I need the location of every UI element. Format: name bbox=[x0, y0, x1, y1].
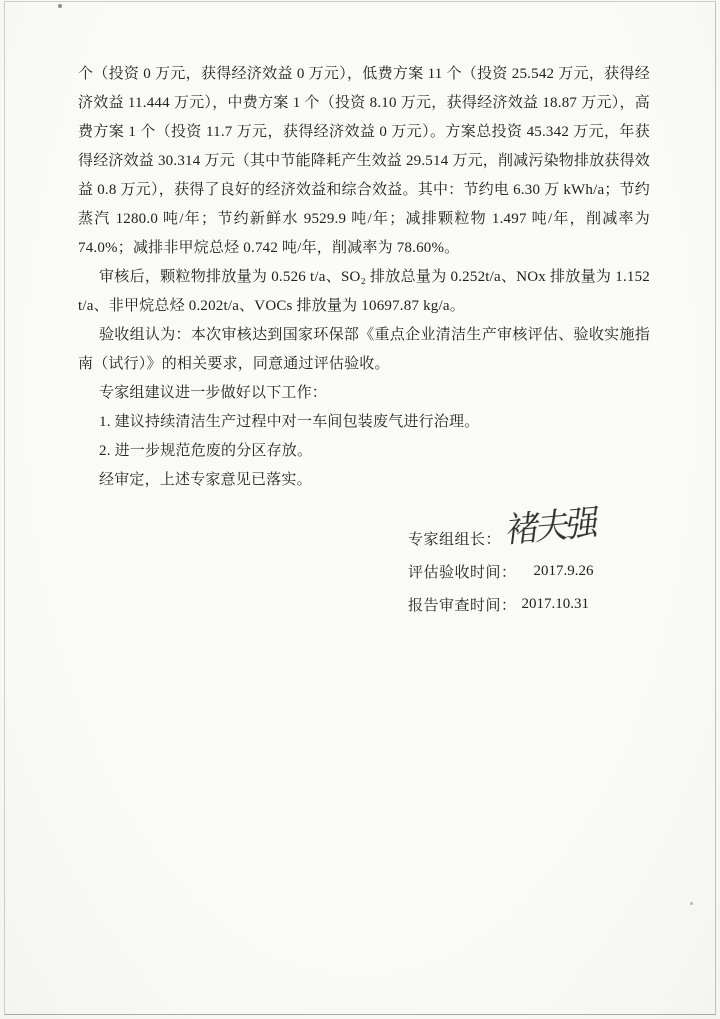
report-review-date-row bbox=[408, 588, 678, 621]
paragraph-expert-suggestions-intro: 专家组建议进一步做好以下工作： bbox=[99, 385, 328, 401]
expert-group-leader-label: 专家组组长： bbox=[408, 532, 502, 548]
assessment-acceptance-date-value: 2017.9.26 bbox=[533, 563, 594, 579]
leader-signature-handwriting: 褚夫强 bbox=[504, 504, 599, 551]
document-body bbox=[78, 60, 650, 495]
report-review-date-label: 报告审查时间： bbox=[408, 598, 517, 614]
paragraph-suggestion-1: 1. 建议持续清洁生产过程中对一车间包装废气进行治理。 bbox=[99, 414, 480, 430]
assessment-acceptance-date-row bbox=[408, 555, 678, 588]
report-review-date-value: 2017.10.31 bbox=[521, 596, 590, 612]
paragraph-suggestion-2: 2. 进一步规范危废的分区存放。 bbox=[99, 443, 313, 459]
paragraph-post-audit-emissions: 审核后，颗粒物排放量为 0.526 t/a、SO₂ 排放总量为 0.252t/a、NOx 排放量为 1.152 t/a、非甲烷总烃 0.202t/a、VOCs 排放量为 10697.87 kg/a。 bbox=[78, 269, 650, 314]
leader-signature-row bbox=[408, 504, 678, 555]
scan-speck bbox=[58, 4, 62, 8]
paragraph-acceptance-conclusion: 验收组认为：本次审核达到国家环保部《重点企业清洁生产审核评估、验收实施指南（试行）》的相关要求，同意通过评估验收。 bbox=[78, 327, 650, 372]
scan-speck bbox=[690, 902, 693, 905]
signature-block bbox=[408, 504, 678, 621]
paragraph-scheme-investment-benefits: 个（投资 0 万元，获得经济效益 0 万元），低费方案 11 个（投资 25.542 万元，获得经济效益 11.444 万元），中费方案 1 个（投资 8.10 万元，获得经济效益 18.87 万元），高费方案 1 个（投资 11.7 万元，获得经济效益 0 万元）。方案总投资 45.342 万元，年获得经济效益 30.314 万元（其中节能降耗产生效益 29.514 万元，削减污染物排放获得效益 0.8 万元），获得了良好的经济效益和综合效益。其中：节约电 6.30 万 kWh/a；节约蒸汽 1280.0 吨/年；节约新鲜水 9529.9 吨/年；减排颗粒物 1.497 吨/年，削减率为 74.0%；减排非甲烷总烃 0.742 吨/年，削减率为 78.60%。 bbox=[78, 66, 650, 256]
paragraph-implementation-confirmation: 经审定，上述专家意见已落实。 bbox=[99, 472, 312, 488]
assessment-acceptance-date-label: 评估验收时间： bbox=[408, 565, 517, 581]
